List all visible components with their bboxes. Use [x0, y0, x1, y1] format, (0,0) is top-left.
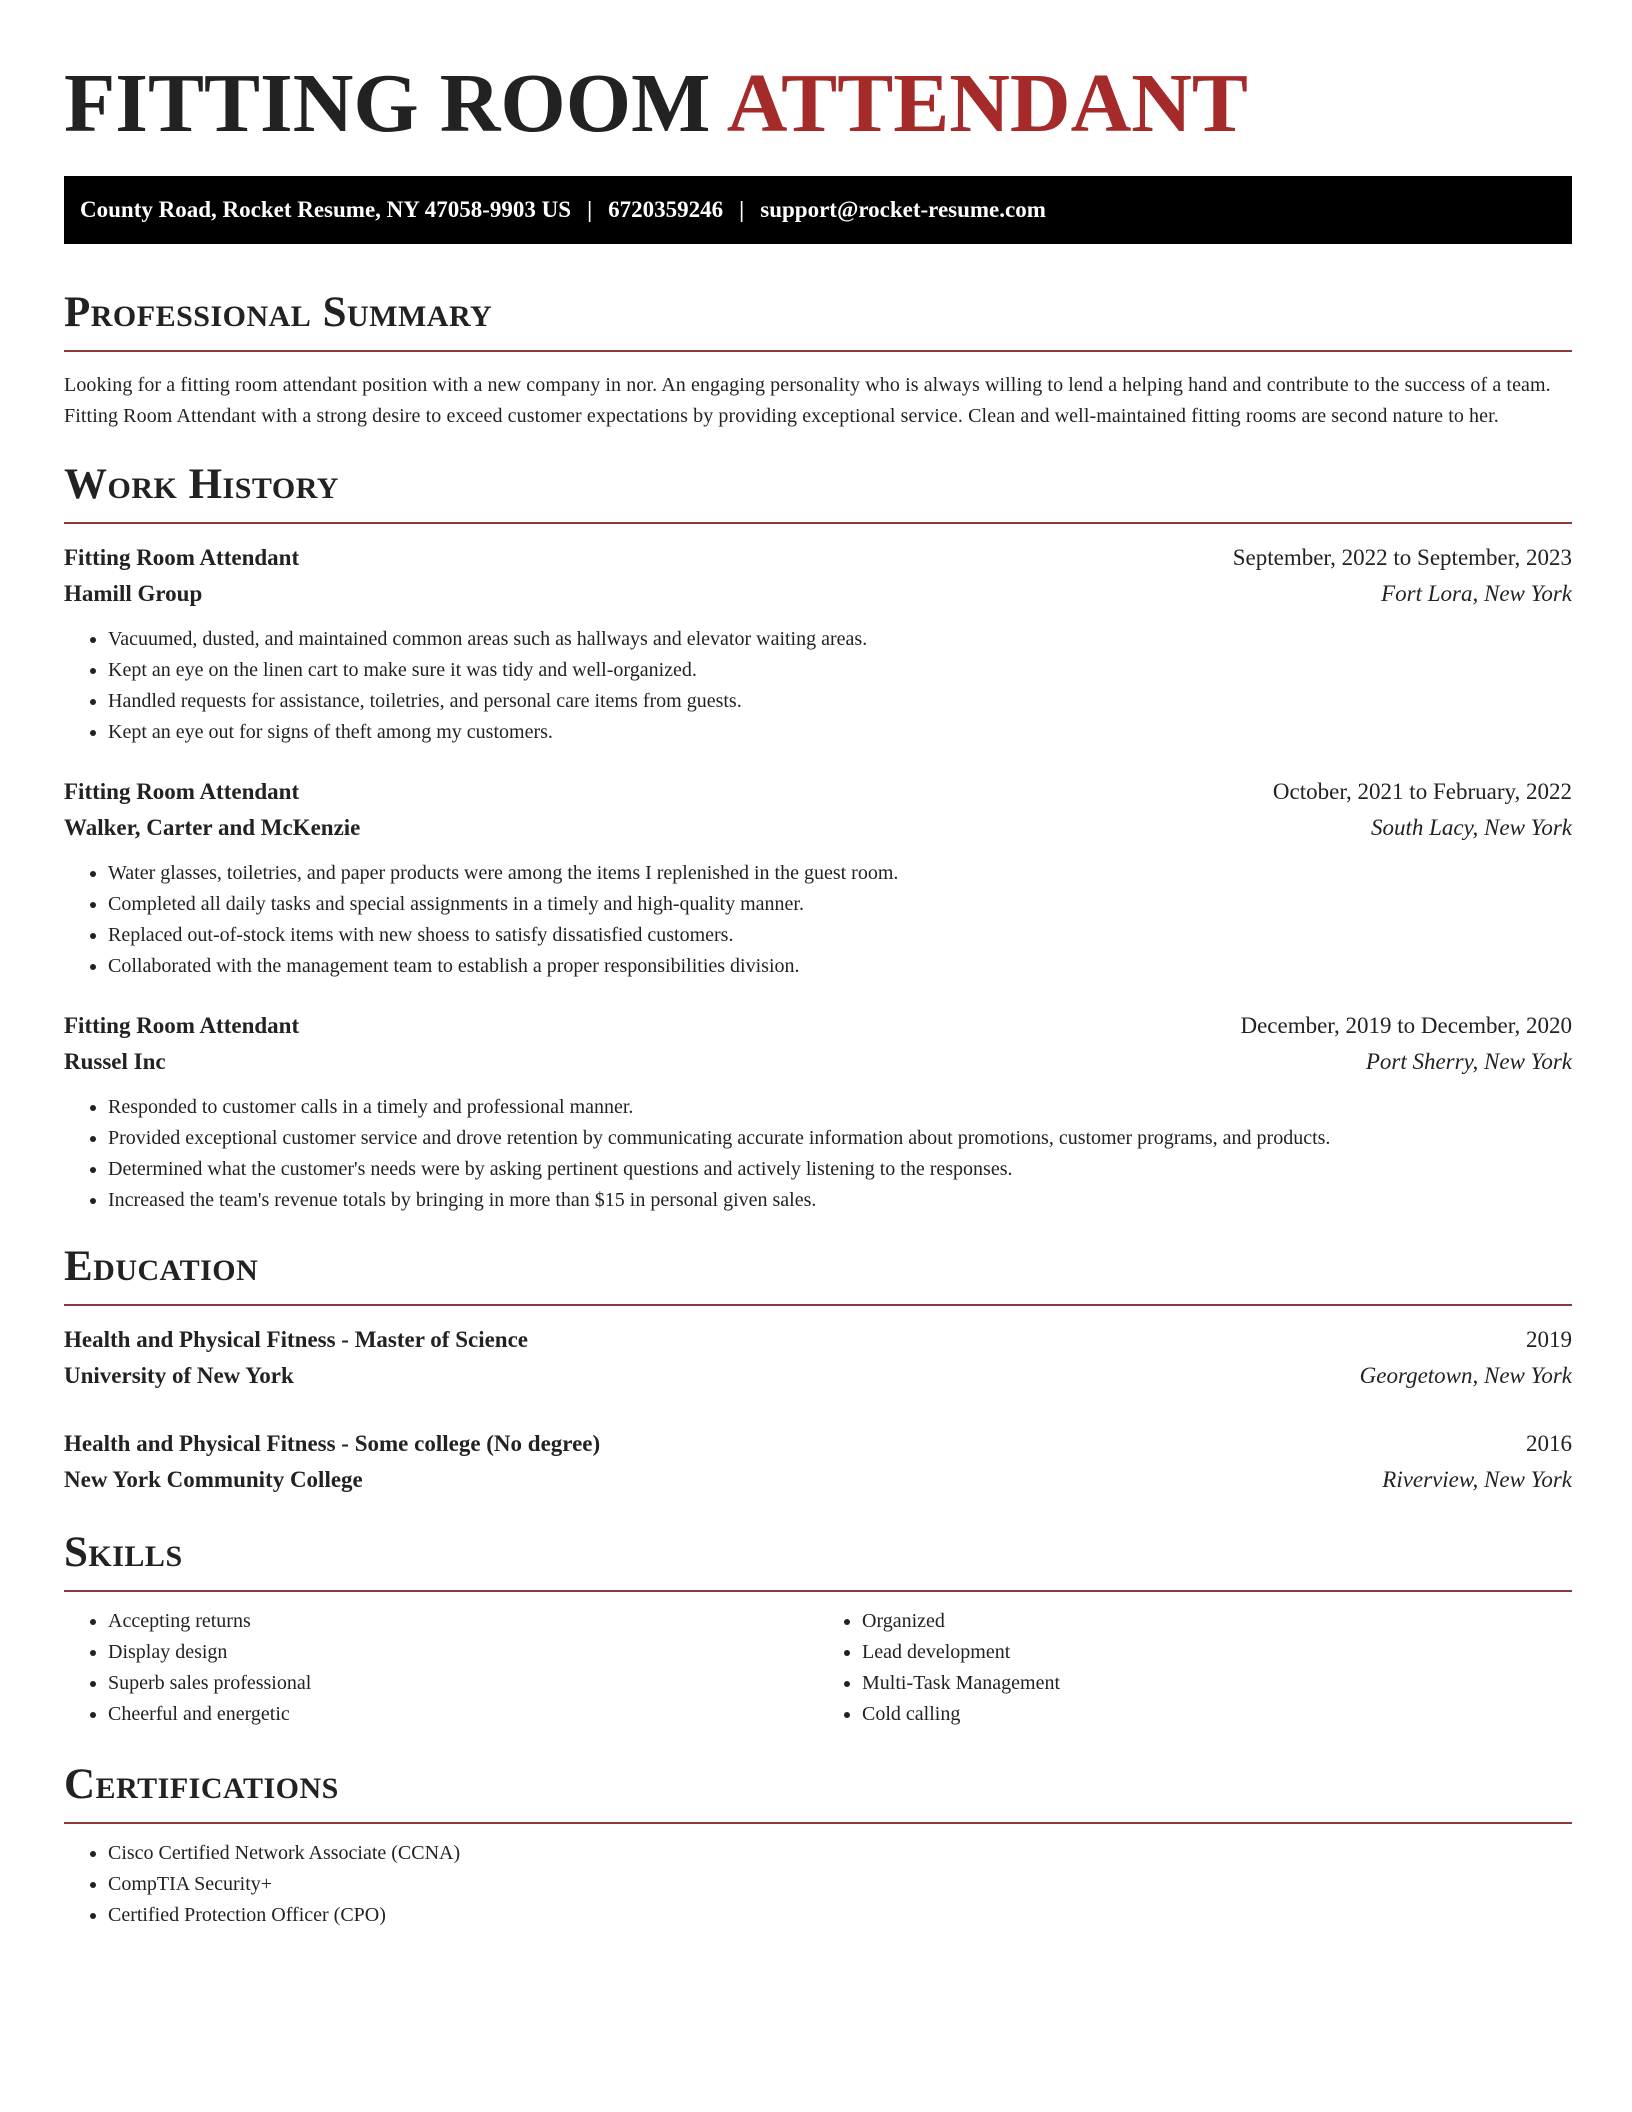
job-location: Fort Lora, New York: [1381, 581, 1572, 606]
section-heading-summary: Professional Summary: [64, 289, 493, 336]
title-main: FITTING ROOM: [64, 57, 711, 150]
section-heading-skills: Skills: [64, 1529, 183, 1576]
section-divider: [64, 522, 1572, 524]
certification-item: • Cisco Certified Network Associate (CCNA): [108, 1838, 1572, 1869]
list-item: • Responded to customer calls in a timely and professional manner.: [108, 1092, 1572, 1123]
certifications-list: [64, 1838, 1572, 1931]
list-item: • Increased the team's revenue totals by bringing in more than $15 in personal given sales.: [108, 1185, 1572, 1216]
contact-bar: [64, 176, 1572, 244]
education-school: University of New York: [64, 1363, 294, 1388]
certification-item: • Certified Protection Officer (CPO): [108, 1900, 1572, 1931]
list-item: • Provided exceptional customer service and drove retention by communicating accurate information about promotions, customer programs, and products.: [108, 1123, 1572, 1154]
section-heading-certifications: Certifications: [64, 1761, 339, 1808]
contact-phone[interactable]: 6720359246: [608, 197, 724, 222]
skills-grid: [64, 1606, 1572, 1730]
skill-item: • Multi-Task Management: [862, 1668, 1572, 1699]
list-item: • Kept an eye out for signs of theft among my customers.: [108, 717, 1572, 748]
education-year: 2016: [1526, 1431, 1572, 1456]
list-item: • Kept an eye on the linen cart to make sure it was tidy and well-organized.: [108, 655, 1572, 686]
resume-title: [64, 0, 1572, 164]
section-heading-education: Education: [64, 1243, 259, 1290]
job-bullets: [64, 1092, 1572, 1216]
job-title: Fitting Room Attendant: [64, 1013, 300, 1038]
education-header-row: [64, 1426, 1572, 1462]
job-company-row: [64, 1044, 1572, 1080]
education-entry: [64, 1426, 1572, 1498]
skill-item: • Cold calling: [862, 1699, 1572, 1730]
education-degree: Health and Physical Fitness - Master of Science: [64, 1327, 528, 1352]
section-divider: [64, 1590, 1572, 1592]
list-item: • Determined what the customer's needs were by asking pertinent questions and actively listening to the responses.: [108, 1154, 1572, 1185]
job-title: Fitting Room Attendant: [64, 779, 300, 804]
job-dates: September, 2022 to September, 2023: [1232, 545, 1572, 570]
education-section: [64, 1242, 1572, 1498]
section-divider: [64, 1304, 1572, 1306]
contact-separator: |: [739, 197, 745, 222]
job-header-row: [64, 774, 1572, 810]
section-divider: [64, 1822, 1572, 1824]
job-entry: [64, 1008, 1572, 1216]
job-title: Fitting Room Attendant: [64, 545, 300, 570]
section-divider: [64, 350, 1572, 352]
job-header-row: [64, 540, 1572, 576]
education-header-row: [64, 1322, 1572, 1358]
job-company-row: [64, 810, 1572, 846]
job-company: Russel Inc: [64, 1049, 166, 1074]
education-school: New York Community College: [64, 1467, 363, 1492]
section-heading-work: Work History: [64, 461, 339, 508]
skill-item: • Cheerful and energetic: [108, 1699, 818, 1730]
education-school-row: [64, 1462, 1572, 1498]
contact-email[interactable]: support@rocket-resume.com: [760, 197, 1046, 222]
job-dates: October, 2021 to February, 2022: [1272, 779, 1572, 804]
title-accent: ATTENDANT: [726, 57, 1248, 150]
education-degree: Health and Physical Fitness - Some college (No degree): [64, 1431, 601, 1456]
list-item: • Vacuumed, dusted, and maintained common areas such as hallways and elevator waiting areas.: [108, 624, 1572, 655]
job-location: South Lacy, New York: [1370, 815, 1572, 840]
list-item: • Water glasses, toiletries, and paper products were among the items I replenished in the guest room.: [108, 858, 1572, 889]
list-item: • Completed all daily tasks and special assignments in a timely and high-quality manner.: [108, 889, 1572, 920]
job-company: Hamill Group: [64, 581, 203, 606]
certifications-section: [64, 1760, 1572, 1931]
job-company: Walker, Carter and McKenzie: [64, 815, 361, 840]
job-entry: [64, 540, 1572, 748]
certification-item: • CompTIA Security+: [108, 1869, 1572, 1900]
job-dates: December, 2019 to December, 2020: [1240, 1013, 1572, 1038]
job-company-row: [64, 576, 1572, 612]
skills-section: [64, 1528, 1572, 1730]
skill-item: • Organized: [862, 1606, 1572, 1637]
education-year: 2019: [1526, 1327, 1572, 1352]
job-header-row: [64, 1008, 1572, 1044]
skill-item: • Display design: [108, 1637, 818, 1668]
list-item: • Replaced out-of-stock items with new shoess to satisfy dissatisfied customers.: [108, 920, 1572, 951]
job-bullets: [64, 858, 1572, 982]
work-section: [64, 460, 1572, 1216]
contact-address: County Road, Rocket Resume, NY 47058-9903 US: [80, 197, 572, 222]
skill-item: • Accepting returns: [108, 1606, 818, 1637]
resume-page: [64, 0, 1572, 1931]
skill-item: • Lead development: [862, 1637, 1572, 1668]
skills-list-left: [64, 1606, 818, 1730]
job-entry: [64, 774, 1572, 982]
education-school-row: [64, 1358, 1572, 1394]
education-location: Georgetown, New York: [1359, 1363, 1572, 1388]
education-location: Riverview, New York: [1382, 1467, 1572, 1492]
job-bullets: [64, 624, 1572, 748]
skill-item: • Superb sales professional: [108, 1668, 818, 1699]
contact-separator: |: [587, 197, 593, 222]
list-item: • Handled requests for assistance, toiletries, and personal care items from guests.: [108, 686, 1572, 717]
skills-list-right: [818, 1606, 1572, 1730]
summary-section: [64, 288, 1572, 432]
summary-text: Looking for a fitting room attendant position with a new company in nor. An engaging personality who is always willing to lend a helping hand and contribute to the success of a team. Fitting Room Attendant with a strong desire to exceed customer expectations by providing exceptional service. Clean and well-maintained fitting rooms are second nature to her.: [64, 374, 1551, 427]
education-entry: [64, 1322, 1572, 1394]
list-item: • Collaborated with the management team to establish a proper responsibilities division.: [108, 951, 1572, 982]
job-location: Port Sherry, New York: [1365, 1049, 1572, 1074]
